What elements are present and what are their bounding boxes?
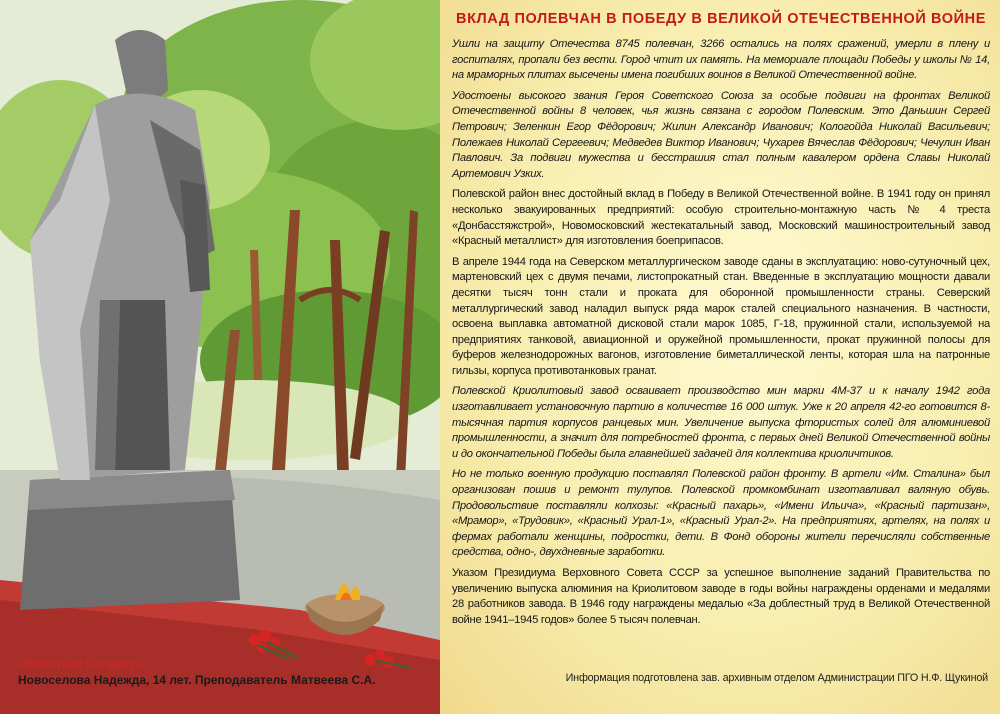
article-panel — [440, 0, 1000, 714]
painting-caption — [18, 656, 375, 688]
article-paragraph-7: Указом Президиума Верховного Совета СССР за успешное выполнение заданий Правительства по увеличению выпуска алюминия на Криолитовом заводе в годы войны награждены орденами и медалями 28 работников завода. В 1946 году награждены медалью «За доблестный труд в Великой Отечественной войне 1941–1945 годов» более 5 тысяч полевчан. — [452, 567, 990, 626]
painting-panel — [0, 0, 440, 714]
painting-author: Новоселова Надежда, 14 лет. Преподаватель Матвеева С.А. — [18, 673, 376, 687]
article-paragraph-4: В апреле 1944 года на Северском металлургическом заводе сданы в эксплуатацию: ново-сутуночный цех, мартеновский цех с двумя печами, листопрокатный стан. Введенные в эксплуатацию мощности давали десятки тысяч тонн стали и проката для оборонной промышленности страны. Северский металлургический завод наладил выпуск ряда марок сталей специального назначения. В частности, освоена выплавка автоматной дисковой стали марок 1085, Г-18, пружинной стали, используемой на предприятиях танковой, авиационной и оружейной промышленности, прокат пружинной полосы для буферов железнодорожных вагонов, изготовление биметаллической ленты, которая шла на патронные гильзы, корпуса противотанковых гранат. — [452, 255, 990, 377]
soldier-monument-painting — [0, 0, 440, 714]
article-paragraph-3: Полевской район внес достойный вклад в Победу в Великой Отечественной войне. В 1941 году он принял несколько эвакуированных предприятий: особую строительно-монтажную часть № 4 треста «Донбасстяжстрой», Новомосковский жестекатальный завод, Московский машиностроительный завод «Красный металлист» для изготовления боеприпасов. — [452, 188, 990, 248]
article-paragraph-2: Удостоены высокого звания Героя Советского Союза за особые подвиги на фронтах Великой Отечественной войны 8 человек, чья жизнь связана с городом Полевским. Это Даньшин Сергей Петрович; Зеленкин Егор Фёдорович; Жилин Александр Иванович; Кологойда Николай Васильевич; Полежаев Николай Сергеевич; Медведев Виктор Иванович; Чухарев Вячеслав Фёдорович; Чечулин Иван Павлович. За подвиги мужества и бесстрашия стал полным кавалером ордена Славы Николай Артемович Узких. — [452, 89, 990, 180]
article-paragraph-1: Ушли на защиту Отечества 8745 полевчан, 3266 остались на полях сражений, умерли в плену и госпиталях, пропали без вести. Город чтит их память. На мемориале площади Победы у школы № 14, на мраморных плитах высечены имена погибших воинов в Великой Отечественной войне. — [452, 38, 990, 82]
article-credit: Информация подготовлена зав. архивным отделом Администрации ПГО Н.Ф. Щукиной — [565, 672, 988, 684]
painting-title: «Памятник Солдату» — [18, 657, 144, 671]
article-paragraph-5: Полевской Криолитовый завод осваивает производство мин марки 4М-37 и к началу 1942 года изготавливает установочную партию в количестве 16 000 штук. Уже к 20 апреля 42-го готовится 8-тысячная партия корпусов ранцевых мин. Увеличение выпуска фтористых солей для алюминиевой промышленности, а значит для потребностей фронта, с первых дней Великой Отечественной войны и до окончательной Победы была главнейшей задачей для коллектива криоличтиков. — [452, 385, 990, 460]
article-paragraph-6: Но не только военную продукцию поставлял Полевской район фронту. В артели «Им. Сталина» был организован пошив и ремонт тулупов. Полевской промкомбинат изготавливал валяную обувь. Продовольствие поставляли колхозы: «Красный пахарь», «Имени Ильича», «Красный партизан», «Мрамор», «Трудовик», «Красный Урал-1», «Красный Урал-2». На предприятиях, артелях, на полях и фермах работали женщины, подростки, дети. В Фонд обороны жители перечисляли собственные средства, одно-, двухдневные заработки. — [452, 468, 990, 559]
article-headline: ВКЛАД ПОЛЕВЧАН В ПОБЕДУ В ВЕЛИКОЙ ОТЕЧЕСТВЕННОЙ ВОЙНЕ — [456, 11, 986, 27]
